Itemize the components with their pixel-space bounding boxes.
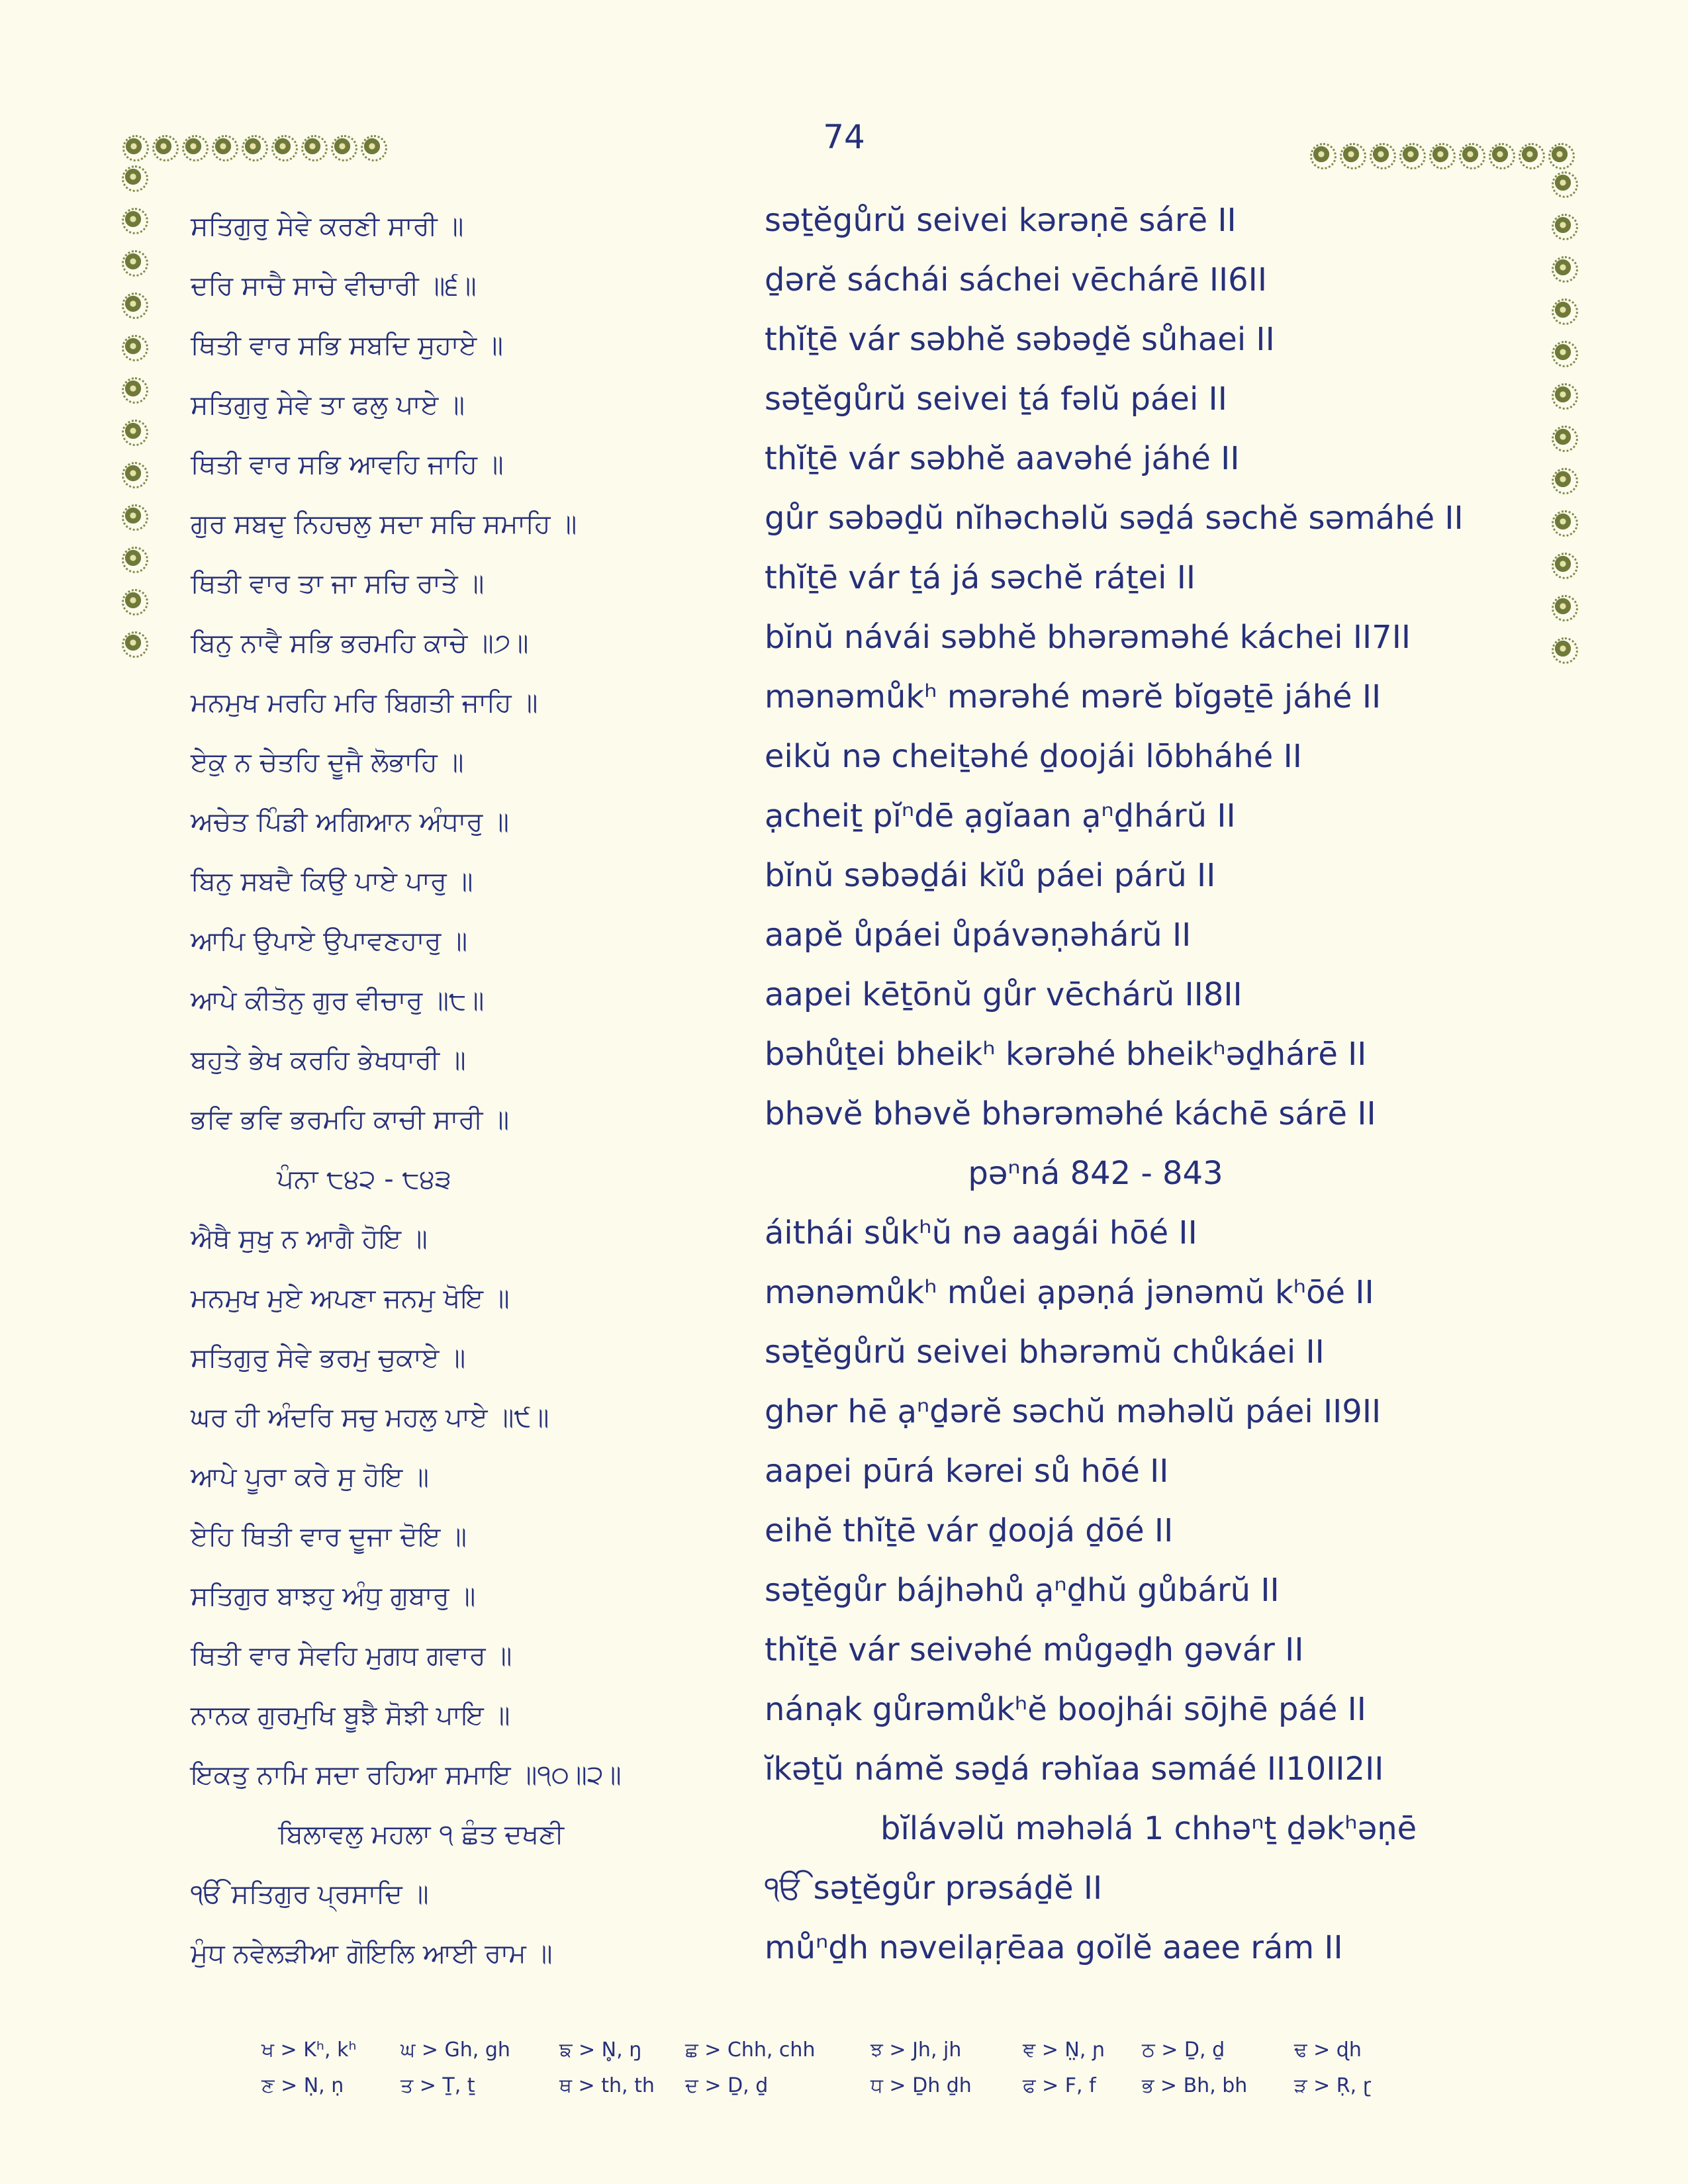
flower-ornament-icon xyxy=(1550,145,1569,163)
flower-ornament-icon xyxy=(333,137,352,156)
gurmukhi-text: ਆਪਿ ਉਪਾਏ ਉਪਾਵਣਹਾਰੁ ॥ xyxy=(191,926,468,956)
gurmukhi-text: ਏਹਿ ਥਿਤੀ ਵਾਰ ਦੂਜਾ ਦੋਇ ॥ xyxy=(191,1522,467,1552)
transliteration-text: thĭṯē vár seivəhé můgəḏh gəvár II xyxy=(765,1631,1304,1668)
flower-ornament-icon xyxy=(273,137,292,156)
verse-row xyxy=(0,1810,1688,1863)
transliteration-legend xyxy=(261,2038,1453,2110)
gurmukhi-text: ਬਿਨੁ ਸਬਦੈ ਕਿਉ ਪਾਏ ਪਾਰੁ ॥ xyxy=(191,866,473,897)
gurmukhi-text: ਦਰਿ ਸਾਚੈ ਸਾਚੇ ਵੀਚਾਰੀ ॥੬॥ xyxy=(191,271,477,301)
gurmukhi-text: ਥਿਤੀ ਵਾਰ ਤਾ ਜਾ ਸਚਿ ਰਾਤੇ ॥ xyxy=(191,569,485,599)
page-number: 74 xyxy=(823,118,865,156)
legend-item: ਘ > Gh, gh xyxy=(400,2038,510,2062)
transliteration-text: pəⁿná 842 - 843 xyxy=(968,1155,1223,1192)
flower-ornament-icon xyxy=(214,137,232,156)
gurmukhi-text: ਆਪੇ ਪੂਰਾ ਕਰੇ ਸੁ ਹੋਇ ॥ xyxy=(191,1462,429,1492)
flower-ornament-icon xyxy=(184,137,203,156)
verse-row xyxy=(0,857,1688,910)
gurmukhi-text: ਪੰਨਾ ੮੪੨ - ੮੪੩ xyxy=(277,1164,451,1195)
gurmukhi-text: ਮੁੰਧ ਨਵੇਲੜੀਆ ਗੋਇਲਿ ਆਈ ਰਾਮ ॥ xyxy=(191,1938,553,1969)
legend-item: ਧ > Ḏh ḏh xyxy=(870,2074,972,2097)
gurmukhi-text: ਸਤਿਗੁਰੁ ਸੇਵੇ ਕਰਣੀ ਸਾਰੀ ॥ xyxy=(191,211,464,242)
transliteration-text: thĭṯē vár səbhĕ səbəḏĕ sůhaei II xyxy=(765,321,1275,358)
transliteration-text: aapei kēṯōnŭ gůr vēchárŭ II8II xyxy=(765,976,1243,1013)
verse-row xyxy=(0,917,1688,970)
verse-row xyxy=(0,1095,1688,1148)
transliteration-text: bəhůṯei bheikʰ kərəhé bheikʰəḏhárē II xyxy=(765,1036,1367,1073)
gurmukhi-text: ਮਨਮੁਖ ਮੁਏ ਅਪਣਾ ਜਨਮੁ ਖੋਇ ॥ xyxy=(191,1283,510,1314)
transliteration-text: thĭṯē vár səbhĕ aavəhé jáhé II xyxy=(765,440,1240,477)
transliteration-text: aapĕ ůpáei ůpávəṇəhárŭ II xyxy=(765,917,1192,954)
flower-ornament-icon xyxy=(124,167,142,186)
gurmukhi-text: ਮਨਮੁਖ ਮਰਹਿ ਮਰਿ ਬਿਗਤੀ ਜਾਹਿ ॥ xyxy=(191,688,538,718)
transliteration-text: ghər hē ạⁿḏərĕ səchŭ məhəlŭ páei II9II xyxy=(765,1393,1382,1430)
flower-ornament-icon xyxy=(1401,145,1420,163)
legend-item: ਥ > th, th xyxy=(559,2074,655,2097)
transliteration-text: səṯĕgůrŭ seivei ṯá fəlŭ páei II xyxy=(765,381,1227,418)
legend-item: ੜ > Ṛ, ɽ xyxy=(1294,2074,1372,2097)
legend-item: ਙ > N̥, ŋ xyxy=(559,2038,642,2062)
legend-item: ਤ > Ṯ, ṯ xyxy=(400,2074,475,2097)
transliteration-text: bhəvĕ bhəvĕ bhərəməhé káchē sárē II xyxy=(765,1095,1376,1132)
gurmukhi-text: ਨਾਨਕ ਗੁਰਮੁਖਿ ਬੂਝੈ ਸੋਝੀ ਪਾਇ ॥ xyxy=(191,1700,510,1731)
legend-item: ਫ > F, f xyxy=(1023,2074,1096,2097)
transliteration-text: mənəmůkʰ mərəhé mərĕ bĭgəṯē jáhé II xyxy=(765,678,1382,715)
transliteration-text: bĭnŭ návái səbhĕ bhərəməhé káchei II7II xyxy=(765,619,1411,656)
transliteration-text: aapei pūrá kərei sů hōé II xyxy=(765,1453,1169,1490)
transliteration-text: nánạk gůrəmůkʰĕ boojhái sōjhē páé II xyxy=(765,1691,1366,1728)
gurmukhi-text: ਬਹੁਤੇ ਭੇਖ ਕਰਹਿ ਭੇਖਧਾਰੀ ॥ xyxy=(191,1045,466,1075)
gurmukhi-text: ਥਿਤੀ ਵਾਰ ਸੇਵਹਿ ਮੁਗਧ ਗਵਾਰ ॥ xyxy=(191,1641,512,1671)
verse-row xyxy=(0,1155,1688,1208)
gurmukhi-text: ਐਥੈ ਸੁਖੁ ਨ ਆਗੈ ਹੋਇ ॥ xyxy=(191,1224,428,1254)
verse-row xyxy=(0,381,1688,433)
flower-ornament-icon xyxy=(1312,145,1331,163)
verse-row xyxy=(0,1572,1688,1625)
flower-ornament-icon xyxy=(154,137,173,156)
flower-ornament-icon xyxy=(1554,173,1572,192)
verse-row xyxy=(0,202,1688,255)
gurmukhi-text: ਏਕੁ ਨ ਚੇਤਹਿ ਦੂਜੈ ਲੋਭਾਹਿ ॥ xyxy=(191,747,464,778)
gurmukhi-text: ਇਕਤੁ ਨਾਮਿ ਸਦਾ ਰਹਿਆ ਸਮਾਇ ॥੧੦॥੨॥ xyxy=(191,1760,622,1790)
flower-ornament-icon xyxy=(303,137,322,156)
transliteration-text: səṯĕgůrŭ seivei kərəṇē sárē II xyxy=(765,202,1237,239)
gurmukhi-text: ਭਵਿ ਭਵਿ ਭਰਮਹਿ ਕਾਚੀ ਸਾਰੀ ॥ xyxy=(191,1105,510,1135)
verse-row xyxy=(0,1334,1688,1387)
gurmukhi-text: ਬਿਨੁ ਨਾਵੈ ਸਭਿ ਭਰਮਹਿ ਕਾਚੇ ॥੭॥ xyxy=(191,628,529,659)
verse-row xyxy=(0,261,1688,314)
verse-row xyxy=(0,1751,1688,1803)
legend-item: ਞ > N̤, ɲ xyxy=(1023,2038,1105,2062)
verse-row xyxy=(0,1929,1688,1982)
legend-item: ਖ > Kʰ, kʰ xyxy=(261,2038,357,2062)
legend-item: ਣ > Ṇ, ṇ xyxy=(261,2074,344,2097)
verse-row xyxy=(0,1870,1688,1923)
gurmukhi-text: ਸਤਿਗੁਰੁ ਸੇਵੇ ਤਾ ਫਲੁ ਪਾਏ ॥ xyxy=(191,390,465,420)
transliteration-text: bĭnŭ səbəḏái kĭů páei párŭ II xyxy=(765,857,1216,894)
gurmukhi-text: ਬਿਲਾਵਲੁ ਮਹਲਾ ੧ ਛੰਤ ਦਖਣੀ xyxy=(278,1819,565,1850)
transliteration-text: můⁿḏh nəveilạṛēaa goĭlĕ aaee rám II xyxy=(765,1929,1343,1966)
legend-row xyxy=(261,2038,1453,2074)
verse-row xyxy=(0,1631,1688,1684)
legend-item: ਭ > Bh, bh xyxy=(1142,2074,1248,2097)
gurmukhi-text: ਸਤਿਗੁਰੁ ਸੇਵੇ ਭਰਮੁ ਚੁਕਾਏ ॥ xyxy=(191,1343,466,1373)
flower-ornament-icon xyxy=(363,137,381,156)
flower-ornament-icon xyxy=(1431,145,1450,163)
legend-item: ਠ > Ḏ, ḏ xyxy=(1142,2038,1225,2062)
flower-ornament-icon xyxy=(1491,145,1509,163)
transliteration-text: thĭṯē vár ṯá já səchĕ ráṯei II xyxy=(765,559,1196,596)
legend-item: ਛ > Chh, chh xyxy=(685,2038,816,2062)
transliteration-text: eihĕ thĭṯē vár ḏoojá ḏōé II xyxy=(765,1512,1174,1549)
verse-row xyxy=(0,440,1688,493)
flower-ornament-icon xyxy=(1372,145,1390,163)
verse-row xyxy=(0,1274,1688,1327)
verse-row xyxy=(0,1393,1688,1446)
transliteration-text: ĭkəṯŭ námĕ səḏá rəhĭaa səmáé II10II2II xyxy=(765,1751,1384,1788)
gurmukhi-text: ਆਪੇ ਕੀਤੋਨੁ ਗੁਰ ਵੀਚਾਰੁ ॥੮॥ xyxy=(191,985,485,1016)
verse-row xyxy=(0,738,1688,791)
verse-row xyxy=(0,1036,1688,1089)
gurmukhi-text: ਸਤਿਗੁਰ ਬਾਝਹੁ ਅੰਧੁ ਗੁਬਾਰੁ ॥ xyxy=(191,1581,476,1612)
gurmukhi-text: ਥਿਤੀ ਵਾਰ ਸਭਿ ਆਵਹਿ ਜਾਹਿ ॥ xyxy=(191,449,504,480)
verse-row xyxy=(0,321,1688,374)
transliteration-text: ੴ səṯĕgůr prəsáḏĕ II xyxy=(765,1870,1103,1907)
verse-row xyxy=(0,1453,1688,1506)
transliteration-text: səṯĕgůrŭ seivei bhərəmŭ chůkáei II xyxy=(765,1334,1325,1371)
verse-row xyxy=(0,500,1688,553)
verse-row xyxy=(0,1691,1688,1744)
verse-row xyxy=(0,976,1688,1029)
flower-ornament-icon xyxy=(244,137,262,156)
legend-row xyxy=(261,2074,1453,2110)
verse-row xyxy=(0,559,1688,612)
verse-row xyxy=(0,1512,1688,1565)
transliteration-text: ḏərĕ sáchái sáchei vēchárē II6II xyxy=(765,261,1267,298)
legend-item: ਢ > ɖh xyxy=(1294,2038,1362,2062)
verse-row xyxy=(0,678,1688,731)
transliteration-text: gůr səbəḏŭ nĭhəchəlŭ səḏá səchĕ səmáhé II xyxy=(765,500,1464,537)
flower-ornament-icon xyxy=(1342,145,1360,163)
transliteration-text: mənəmůkʰ můei ạpəṇá jənəmŭ kʰōé II xyxy=(765,1274,1374,1311)
gurmukhi-text: ੴ ਸਤਿਗੁਰ ਪ੍ਰਸਾਦਿ ॥ xyxy=(191,1879,429,1909)
transliteration-text: eikŭ nə cheiṯəhé ḏoojái lōbháhé II xyxy=(765,738,1302,775)
verse-row xyxy=(0,619,1688,672)
flower-ornament-icon xyxy=(1461,145,1479,163)
gurmukhi-text: ਅਚੇਤ ਪਿੰਡੀ ਅਗਿਆਨ ਅੰਧਾਰੁ ॥ xyxy=(191,807,509,837)
legend-item: ਝ > Jh, jh xyxy=(870,2038,962,2062)
gurmukhi-text: ਥਿਤੀ ਵਾਰ ਸਭਿ ਸਬਦਿ ਸੁਹਾਏ ॥ xyxy=(191,330,503,361)
transliteration-text: səṯĕgůr bájhəhů ạⁿḏhŭ gůbárŭ II xyxy=(765,1572,1280,1609)
verse-row xyxy=(0,1214,1688,1267)
gurmukhi-text: ਘਰ ਹੀ ਅੰਦਰਿ ਸਚੁ ਮਹਲੁ ਪਾਏ ॥੯॥ xyxy=(191,1402,549,1433)
gurmukhi-text: ਗੁਰ ਸਬਦੁ ਨਿਹਚਲੁ ਸਦਾ ਸਚਿ ਸਮਾਹਿ ॥ xyxy=(191,509,577,539)
flower-ornament-icon xyxy=(124,137,143,156)
legend-item: ਦ > Ḏ, ḏ xyxy=(685,2074,769,2097)
flower-ornament-icon xyxy=(1521,145,1539,163)
transliteration-text: ạcheiṯ pĭⁿdē ạgĭaan ạⁿḏhárŭ II xyxy=(765,797,1236,835)
verse-row xyxy=(0,797,1688,850)
transliteration-text: bĭlávəlŭ məhəlá 1 chhəⁿṯ ḏəkʰəṇē xyxy=(880,1810,1417,1847)
transliteration-text: áithái sůkʰŭ nə aagái hōé II xyxy=(765,1214,1197,1251)
